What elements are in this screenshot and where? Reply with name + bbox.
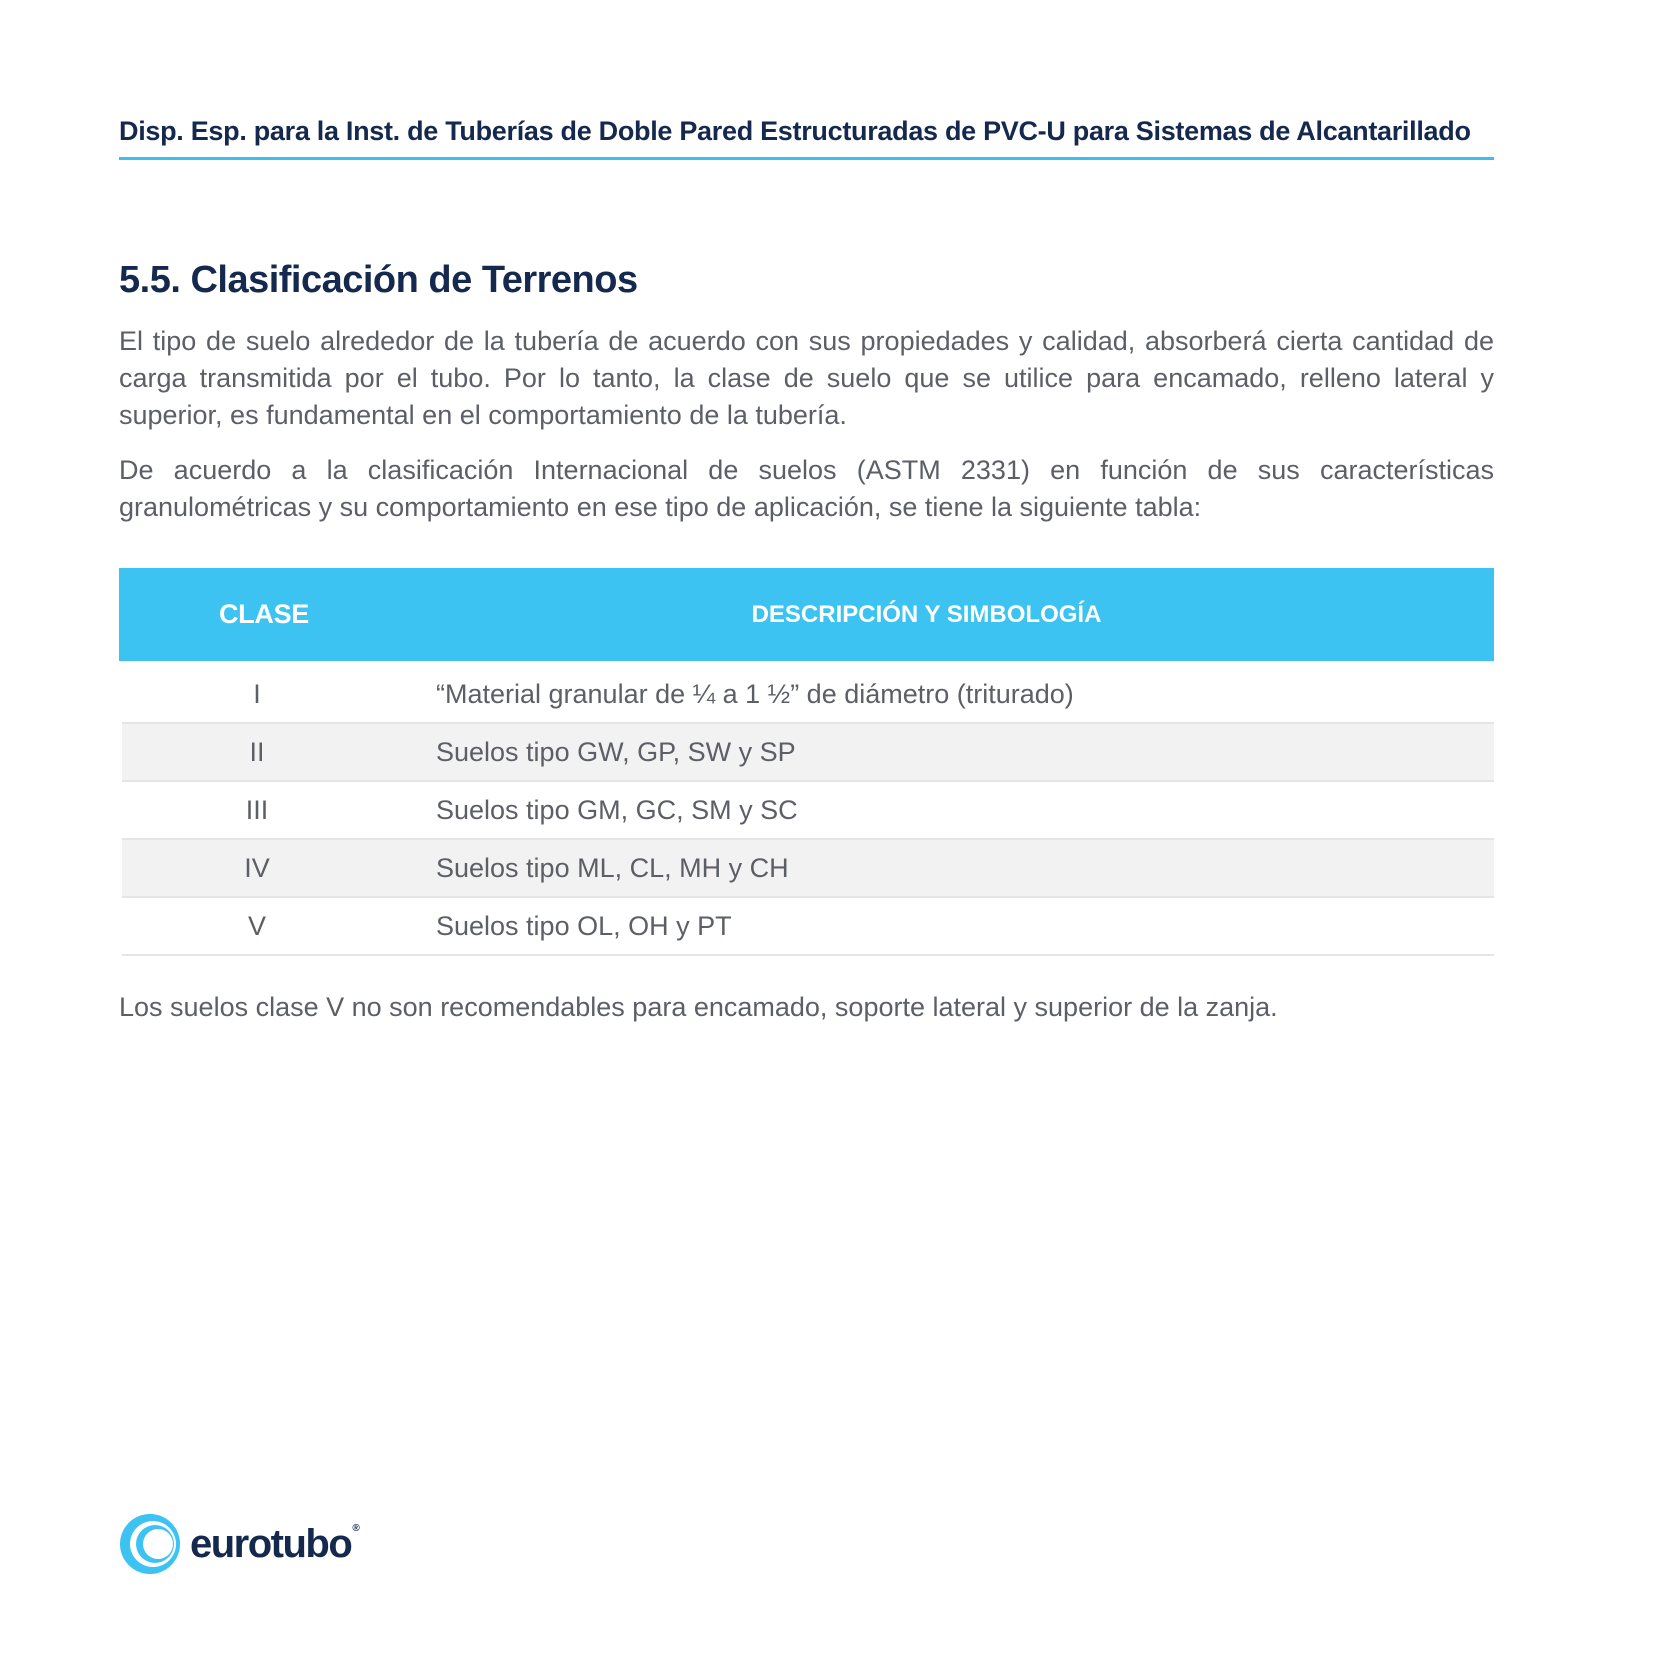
table-row [122, 724, 1494, 782]
header-descripcion: DESCRIPCIÓN Y SIMBOLOGÍA [751, 600, 1102, 628]
classification-paragraph: De acuerdo a la clasificación Internacional de suelos (ASTM 2331) en función de sus características granulométricas y su comportamiento en ese tipo de aplicación, se tiene la siguiente tabla: [119, 455, 1494, 522]
eurotubo-logo [118, 1512, 358, 1576]
row-clase: II [249, 736, 265, 767]
table-row [122, 782, 1494, 840]
row-clase: V [247, 910, 266, 941]
soil-classification-table [119, 568, 1494, 956]
table-header [119, 568, 1494, 661]
row-clase: III [245, 794, 269, 825]
page-header [119, 114, 1494, 160]
logo-wordmark: eurotubo® [190, 1522, 359, 1566]
row-clase: IV [244, 852, 270, 883]
table-row [122, 898, 1494, 956]
row-descripcion: Suelos tipo GW, GP, SW y SP [436, 736, 796, 767]
row-descripcion: Suelos tipo ML, CL, MH y CH [436, 852, 789, 883]
table-row [122, 840, 1494, 898]
row-descripcion: Suelos tipo GM, GC, SM y SC [436, 794, 798, 825]
header-clase: CLASE [218, 599, 309, 629]
registered-mark: ® [352, 1523, 359, 1534]
table-row [122, 666, 1494, 724]
section-title: 5.5. Clasificación de Terrenos [119, 259, 638, 301]
note-paragraph: Los suelos clase V no son recomendables para encamado, soporte lateral y superior de la zanja. [119, 992, 1278, 1022]
row-descripcion: “Material granular de ¼ a 1 ½” de diámetro (triturado) [436, 678, 1074, 709]
document-title: Disp. Esp. para la Inst. de Tuberías de Doble Pared Estructuradas de PVC-U para Sistemas de Alcantarillado [119, 116, 1471, 146]
row-descripcion: Suelos tipo OL, OH y PT [436, 910, 732, 941]
intro-paragraph: El tipo de suelo alrededor de la tubería de acuerdo con sus propiedades y calidad, absorberá cierta cantidad de carga transmitida por el tubo. Por lo tanto, la clase de suelo que se utilice para encamado, relleno lateral y superior, es fundamental en el comportamiento de la tubería. [119, 326, 1494, 430]
row-clase: I [253, 678, 261, 709]
eurotubo-swirl-icon [118, 1512, 182, 1576]
